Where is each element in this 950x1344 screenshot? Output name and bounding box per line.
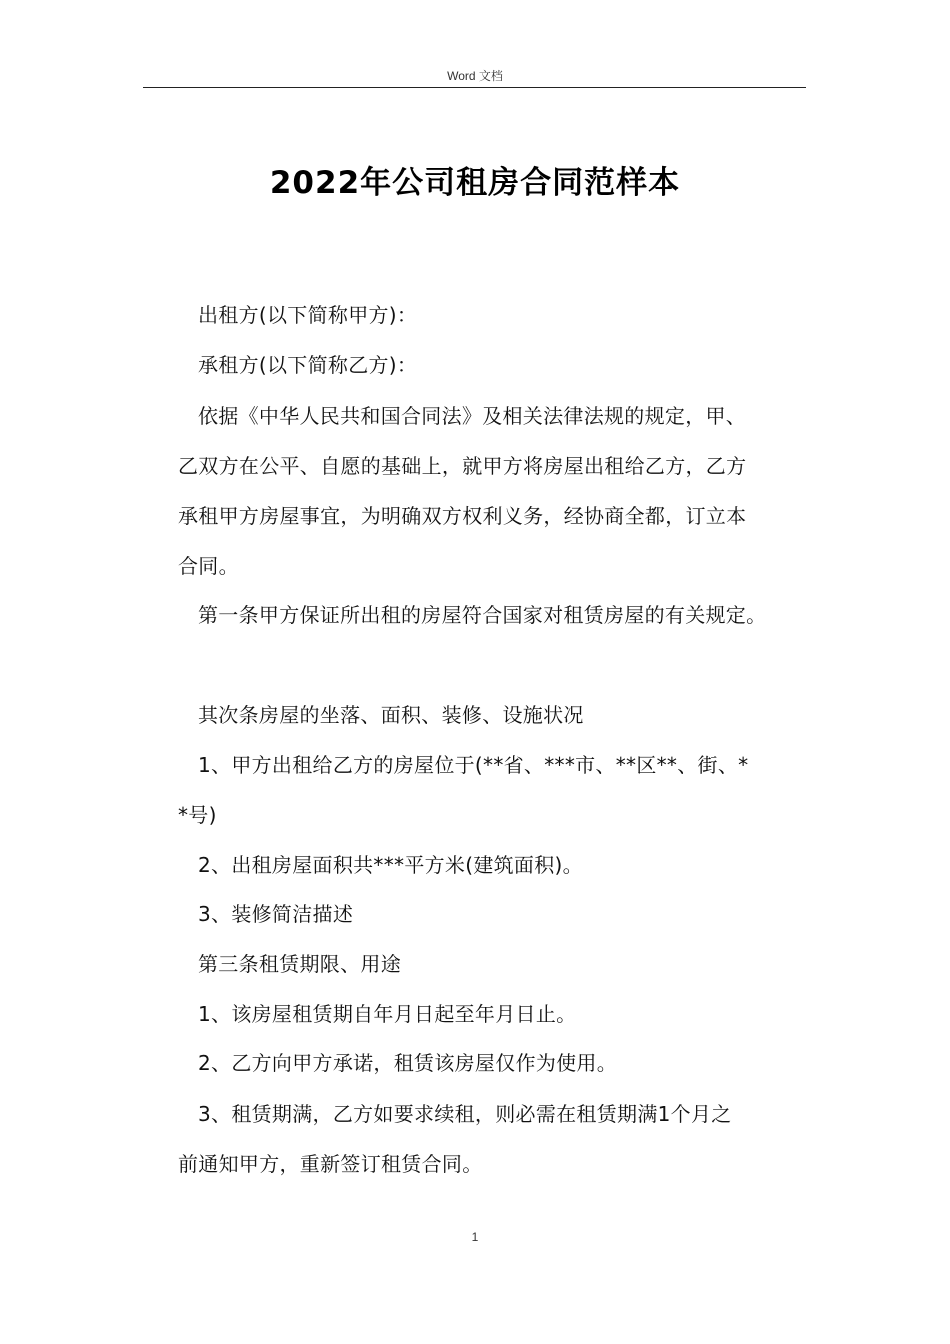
article-2-item-1-line-1: 1、甲方出租给乙方的房屋位于(**省、***市、**区**、街、* xyxy=(198,753,749,777)
paragraph-lessee: 承租方(以下简称乙方)： xyxy=(198,353,418,377)
article-2-item-2: 2、出租房屋面积共***平方米(建筑面积)。 xyxy=(198,853,583,877)
article-3-heading: 第三条租赁期限、用途 xyxy=(198,952,401,976)
paragraph-basis-line-1: 依据《中华人民共和国合同法》及相关法律法规的规定，甲、 xyxy=(198,404,747,428)
article-2-item-3: 3、装修简洁描述 xyxy=(198,902,354,926)
paragraph-basis-line-3: 承租甲方房屋事宜，为明确双方权利义务，经协商全都，订立本 xyxy=(178,504,747,528)
article-3-item-1: 1、该房屋租赁期自年月日起至年月日止。 xyxy=(198,1002,577,1026)
document-title: 2022年公司租房合同范样本 xyxy=(269,165,681,201)
paragraph-lessor: 出租方(以下简称甲方)： xyxy=(198,303,418,327)
paragraph-basis-line-4: 合同。 xyxy=(178,554,239,578)
article-3-item-3-line-2: 前通知甲方，重新签订租赁合同。 xyxy=(178,1152,483,1176)
page-header: Word 文档 xyxy=(447,69,503,83)
article-2-item-1-line-2: *号) xyxy=(178,803,217,827)
page-number: 1 xyxy=(471,1230,479,1244)
article-3-item-3-line-1: 3、租赁期满，乙方如要求续租，则必需在租赁期满1个月之 xyxy=(198,1102,732,1126)
article-3-item-2: 2、乙方向甲方承诺，租赁该房屋仅作为使用。 xyxy=(198,1051,618,1075)
article-1: 第一条甲方保证所出租的房屋符合国家对租赁房屋的有关规定。 xyxy=(198,603,767,627)
article-2-heading: 其次条房屋的坐落、面积、装修、设施状况 xyxy=(198,703,584,727)
paragraph-basis-line-2: 乙双方在公平、自愿的基础上，就甲方将房屋出租给乙方，乙方 xyxy=(178,454,747,478)
header-divider xyxy=(143,87,806,88)
